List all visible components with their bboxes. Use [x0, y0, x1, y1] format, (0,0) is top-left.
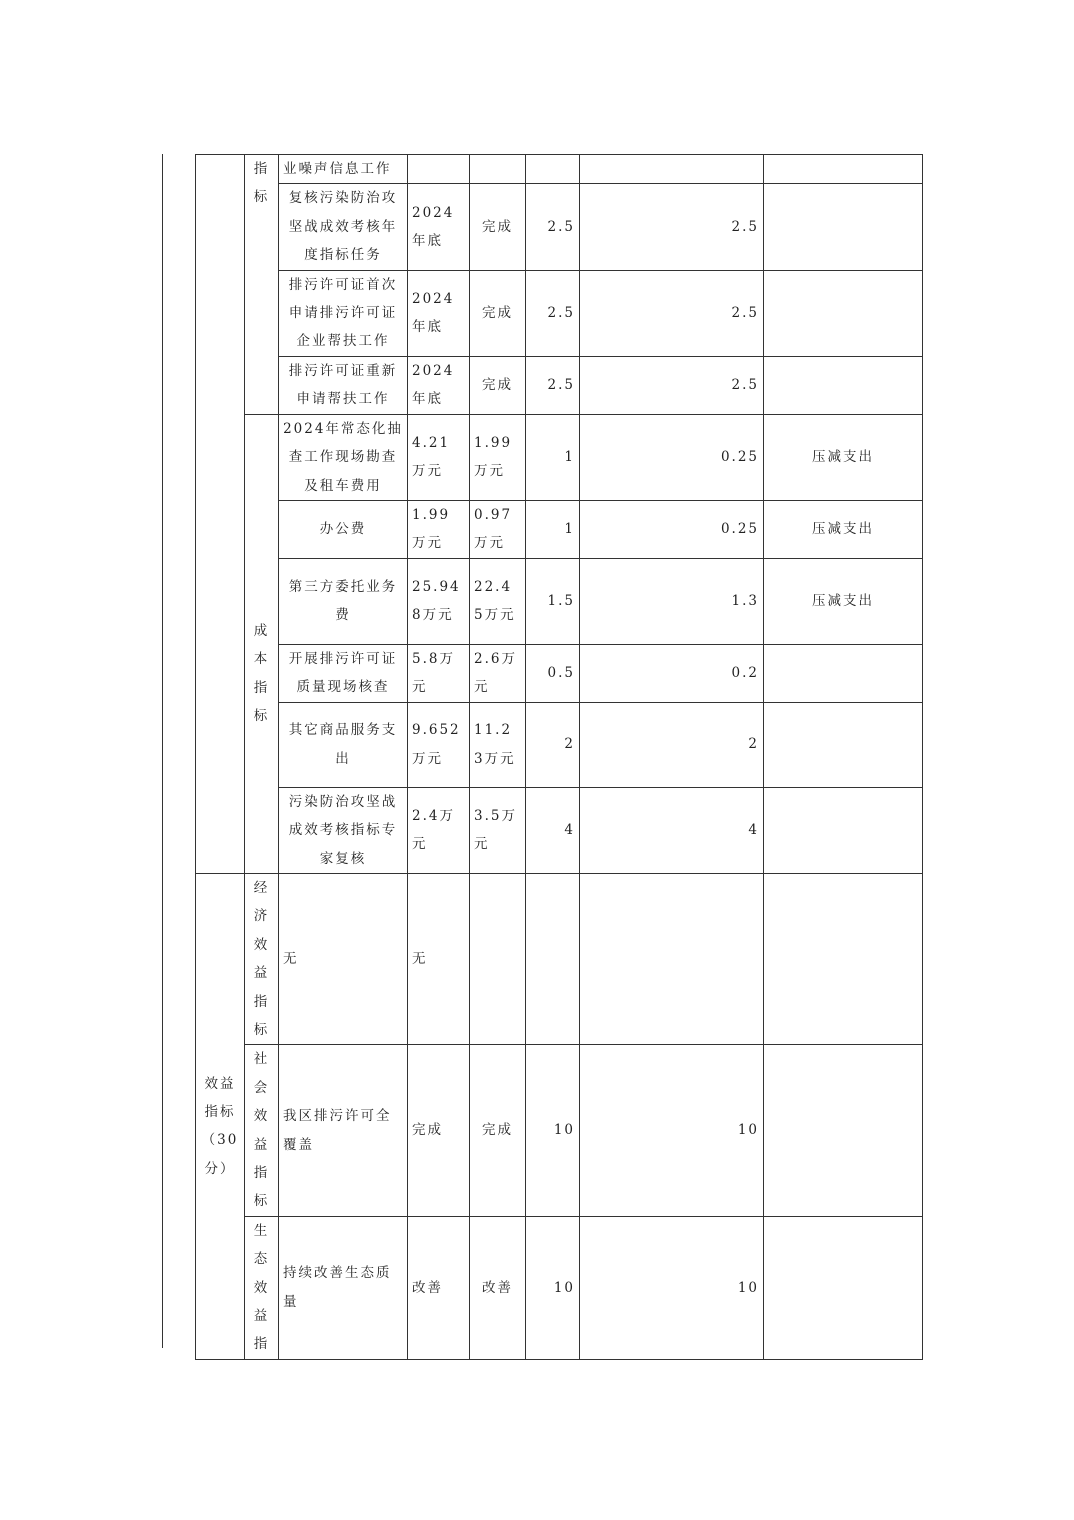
- score-cell: 1.3: [580, 558, 764, 644]
- item-cell: 2024年常态化抽查工作现场勘查及租车费用: [279, 414, 408, 500]
- table-row: [196, 356, 923, 414]
- actual-cell: 1.99万元: [470, 414, 526, 500]
- performance-indicator-table: [195, 154, 923, 1360]
- score-cell: [580, 155, 764, 184]
- note-cell: 压减支出: [764, 414, 923, 500]
- note-cell: [764, 1045, 923, 1216]
- actual-cell: 22.45万元: [470, 558, 526, 644]
- item-cell: 排污许可证重新申请帮扶工作: [279, 356, 408, 414]
- outer-left-border: [162, 154, 163, 1348]
- table-row: [196, 873, 923, 1044]
- score-cell: 2: [580, 702, 764, 787]
- actual-cell: 完成: [470, 1045, 526, 1216]
- table-row: [196, 558, 923, 644]
- target-cell: 2024年底: [408, 270, 470, 356]
- actual-cell: 完成: [470, 356, 526, 414]
- weight-cell: 2: [526, 702, 580, 787]
- score-cell: 10: [580, 1216, 764, 1359]
- score-cell: 2.5: [580, 184, 764, 270]
- actual-cell: 改善: [470, 1216, 526, 1359]
- target-cell: 改善: [408, 1216, 470, 1359]
- target-cell: 2.4万元: [408, 787, 470, 873]
- target-cell: 无: [408, 873, 470, 1044]
- table-row: [196, 1045, 923, 1216]
- note-cell: [764, 270, 923, 356]
- table-row: [196, 184, 923, 270]
- category-cell-ecological: 生态效益指: [245, 1216, 279, 1359]
- target-cell: 9.652万元: [408, 702, 470, 787]
- target-cell: 2024年底: [408, 184, 470, 270]
- item-cell: 排污许可证首次申请排污许可证企业帮扶工作: [279, 270, 408, 356]
- table-row: [196, 1216, 923, 1359]
- item-cell: 第三方委托业务费: [279, 558, 408, 644]
- actual-cell: 2.6万元: [470, 644, 526, 702]
- note-cell: [764, 1216, 923, 1359]
- score-cell: 4: [580, 787, 764, 873]
- category-cell-quality: 指标: [245, 155, 279, 415]
- weight-cell: 1: [526, 414, 580, 500]
- note-cell: [764, 356, 923, 414]
- item-cell: 办公费: [279, 501, 408, 559]
- item-cell: 其它商品服务支出: [279, 702, 408, 787]
- actual-cell: 完成: [470, 184, 526, 270]
- item-cell: 持续改善生态质量: [279, 1216, 408, 1359]
- category-cell-social: 社会效益指标: [245, 1045, 279, 1216]
- actual-cell: [470, 873, 526, 1044]
- actual-cell: 11.23万元: [470, 702, 526, 787]
- score-cell: 2.5: [580, 270, 764, 356]
- note-cell: [764, 184, 923, 270]
- target-cell: 完成: [408, 1045, 470, 1216]
- target-cell: 25.948万元: [408, 558, 470, 644]
- note-cell: [764, 644, 923, 702]
- target-cell: [408, 155, 470, 184]
- note-cell: 压减支出: [764, 501, 923, 559]
- weight-cell: 1: [526, 501, 580, 559]
- weight-cell: 2.5: [526, 184, 580, 270]
- note-cell: [764, 155, 923, 184]
- weight-cell: 4: [526, 787, 580, 873]
- weight-cell: 10: [526, 1045, 580, 1216]
- table-row: [196, 501, 923, 559]
- table-row: [196, 702, 923, 787]
- score-cell: 0.2: [580, 644, 764, 702]
- table-row: [196, 414, 923, 500]
- score-cell: 2.5: [580, 356, 764, 414]
- weight-cell: [526, 155, 580, 184]
- weight-cell: [526, 873, 580, 1044]
- note-cell: [764, 787, 923, 873]
- actual-cell: 3.5万元: [470, 787, 526, 873]
- target-cell: 5.8万元: [408, 644, 470, 702]
- weight-cell: 0.5: [526, 644, 580, 702]
- table-row: [196, 270, 923, 356]
- item-cell: 开展排污许可证质量现场核查: [279, 644, 408, 702]
- target-cell: 2024年底: [408, 356, 470, 414]
- score-cell: 0.25: [580, 501, 764, 559]
- weight-cell: 2.5: [526, 270, 580, 356]
- weight-cell: 1.5: [526, 558, 580, 644]
- category-cell-benefit: 效益指标（30分）: [196, 873, 245, 1359]
- category-cell-economic: 经济效益指标: [245, 873, 279, 1044]
- table-row: [196, 787, 923, 873]
- target-cell: 4.21万元: [408, 414, 470, 500]
- actual-cell: 完成: [470, 270, 526, 356]
- item-cell: 业噪声信息工作: [279, 155, 408, 184]
- score-cell: 0.25: [580, 414, 764, 500]
- weight-cell: 2.5: [526, 356, 580, 414]
- note-cell: [764, 873, 923, 1044]
- table-row: [196, 155, 923, 184]
- note-cell: [764, 702, 923, 787]
- category-cell-output: [196, 155, 245, 874]
- item-cell: 无: [279, 873, 408, 1044]
- item-cell: 复核污染防治攻坚战成效考核年度指标任务: [279, 184, 408, 270]
- target-cell: 1.99万元: [408, 501, 470, 559]
- actual-cell: 0.97万元: [470, 501, 526, 559]
- weight-cell: 10: [526, 1216, 580, 1359]
- table-row: [196, 644, 923, 702]
- item-cell: 污染防治攻坚战成效考核指标专家复核: [279, 787, 408, 873]
- score-cell: 10: [580, 1045, 764, 1216]
- actual-cell: [470, 155, 526, 184]
- note-cell: 压减支出: [764, 558, 923, 644]
- category-cell-cost: 成本指标: [245, 414, 279, 873]
- score-cell: [580, 873, 764, 1044]
- item-cell: 我区排污许可全覆盖: [279, 1045, 408, 1216]
